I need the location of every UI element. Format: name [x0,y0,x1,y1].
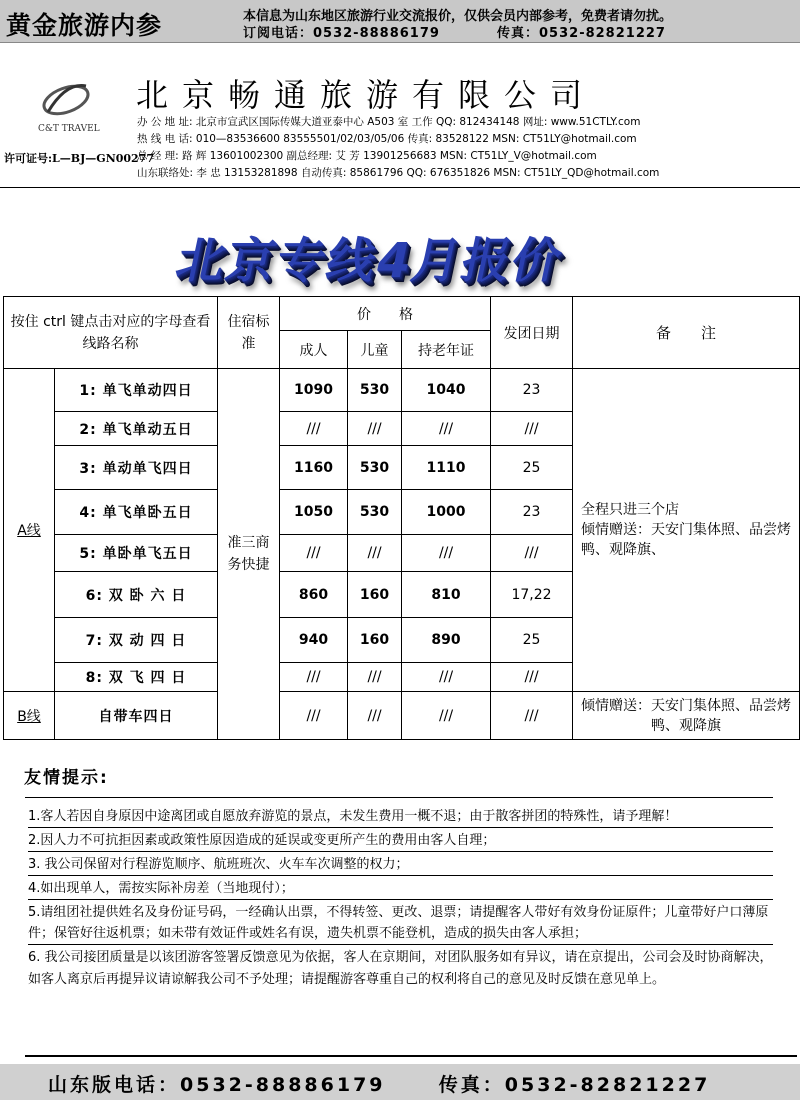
price-adult: /// [280,663,348,692]
list-item: 6. 我公司接团质量是以该团游客签署反馈意见为依据，客人在京期间，对团队服务如有异议，请在京提出，公司会及时协商解决，如客人离京后再提异议请谅解我公司不予处理；请提醒游客尊重自己的权利将自己的意见及时反馈在意见单上。 [28,950,773,987]
depart-date: 25 [491,618,573,663]
logo-text: C&T TRAVEL [38,124,100,134]
depart-date: 23 [491,369,573,412]
price-senior: /// [402,663,491,692]
price-child: 530 [348,446,402,490]
banner-fax: 传真：0532-82821227 [497,26,666,41]
route-link[interactable]: 8: 双 飞 四 日 [55,663,218,692]
price-child: /// [348,412,402,446]
price-adult: /// [280,535,348,572]
table-row [4,369,800,412]
header-date: 发团日期 [491,297,573,369]
divider [25,797,773,798]
header-hotel: 住宿标准 [218,297,280,369]
page-title: 北京专线4月报价 [171,233,569,289]
price-senior: /// [402,692,491,740]
remark-b: 倾情赠送：天安门集体照、品尝烤鸭、观降旗 [573,692,800,740]
footer-contact [48,1070,710,1097]
header-senior: 持老年证 [402,331,491,369]
divider [25,1055,797,1057]
price-child: 530 [348,369,402,412]
header-route: 按住 ctrl 键点击对应的字母查看线路名称 [4,297,218,369]
tips-title: 友情提示: [24,768,109,788]
price-adult: 1090 [280,369,348,412]
price-adult: /// [280,692,348,740]
depart-date: /// [491,663,573,692]
divider [0,187,800,188]
remark-a: 全程只进三个店 倾情赠送：天安门集体照、品尝烤鸭、观降旗、 [573,369,800,692]
banner-notice: 本信息为山东地区旅游行业交流报价，仅供会员内部参考，免费者请勿扰。 [243,9,673,24]
table-row [4,692,800,740]
group-b-link[interactable]: B线 [4,692,55,740]
license-number: 许可证号:L—BJ—GN00277 [4,152,155,165]
depart-date: 17,22 [491,572,573,618]
list-item: 4.如出现单人，需按实际补房差（当地现付）； [28,878,773,900]
route-link[interactable]: 4: 单飞单卧五日 [55,490,218,535]
header-child: 儿童 [348,331,402,369]
info-shandong: 山东联络处: 李 忠 13153281898 自动传真: 85861796 QQ: 676351826 MSN: CT51LY_QD@hotmail.com [137,167,660,179]
list-item: 3. 我公司保留对行程游览顺序、航班班次、火车车次调整的权力； [28,854,773,876]
route-link[interactable]: 自带车四日 [55,692,218,740]
route-link[interactable]: 7: 双 动 四 日 [55,618,218,663]
info-manager: 总 经 理: 路 辉 13601002300 副总经理: 艾 芳 13901256683 MSN: CT51LY_V@hotmail.com [137,150,597,162]
header-adult: 成人 [280,331,348,369]
price-child: /// [348,535,402,572]
price-senior: /// [402,412,491,446]
depart-date: /// [491,692,573,740]
price-child: /// [348,663,402,692]
route-link[interactable]: 6: 双 卧 六 日 [55,572,218,618]
price-adult: 940 [280,618,348,663]
footer-fax: 传真：0532-82821227 [438,1074,711,1096]
price-adult: 1160 [280,446,348,490]
route-link[interactable]: 5: 单卧单飞五日 [55,535,218,572]
price-senior: 810 [402,572,491,618]
list-item: 5.请组团社提供姓名及身份证号码，一经确认出票，不得转签、更改、退票；请提醒客人带好有效身份证原件；儿童带好户口薄原件；保管好往返机票；如未带有效证件或姓名有误，遗失机票不能登机，造成的损失由客人承担； [28,902,773,945]
brand-title: 黄金旅游内参 [6,11,163,40]
price-adult: 1050 [280,490,348,535]
banner-contact [243,22,666,41]
tips-list [28,806,773,993]
info-hotline: 热 线 电 话: 010—83536600 83555501/02/03/05/06 传真: 83528122 MSN: CT51LY@hotmail.com [137,133,637,145]
price-adult: 860 [280,572,348,618]
company-logo-icon [40,78,92,120]
depart-date: /// [491,535,573,572]
header-remark: 备 注 [573,297,800,369]
price-child: 160 [348,572,402,618]
price-senior: /// [402,535,491,572]
depart-date: 25 [491,446,573,490]
route-link[interactable]: 2: 单飞单动五日 [55,412,218,446]
price-senior: 1000 [402,490,491,535]
price-child: 530 [348,490,402,535]
price-senior: 1040 [402,369,491,412]
header-price: 价 格 [280,297,491,331]
info-address: 办 公 地 址: 北京市宣武区国际传媒大道亚泰中心 A503 室 工作 QQ: 812434148 网址: www.51CTLY.com [137,116,641,128]
price-senior: 1110 [402,446,491,490]
depart-date: 23 [491,490,573,535]
price-senior: 890 [402,618,491,663]
subscribe-phone: 订阅电话：0532-88886179 [243,26,440,41]
footer-phone: 山东版电话：0532-88886179 [48,1074,386,1096]
hotel-standard: 准三商务快捷 [218,369,280,740]
list-item: 1.客人若因自身原因中途离团或自愿放弃游览的景点，未发生费用一概不退；由于散客拼团的特殊性，请予理解！ [28,806,773,828]
group-a-link[interactable]: A线 [4,369,55,692]
price-table [3,296,800,740]
price-child: 160 [348,618,402,663]
price-adult: /// [280,412,348,446]
route-link[interactable]: 1: 单飞单动四日 [55,369,218,412]
company-name: 北京畅通旅游有限公司 [136,76,597,114]
route-link[interactable]: 3: 单动单飞四日 [55,446,218,490]
depart-date: /// [491,412,573,446]
list-item: 2.因人力不可抗拒因素或政策性原因造成的延误或变更所产生的费用由客人自理； [28,830,773,852]
price-child: /// [348,692,402,740]
